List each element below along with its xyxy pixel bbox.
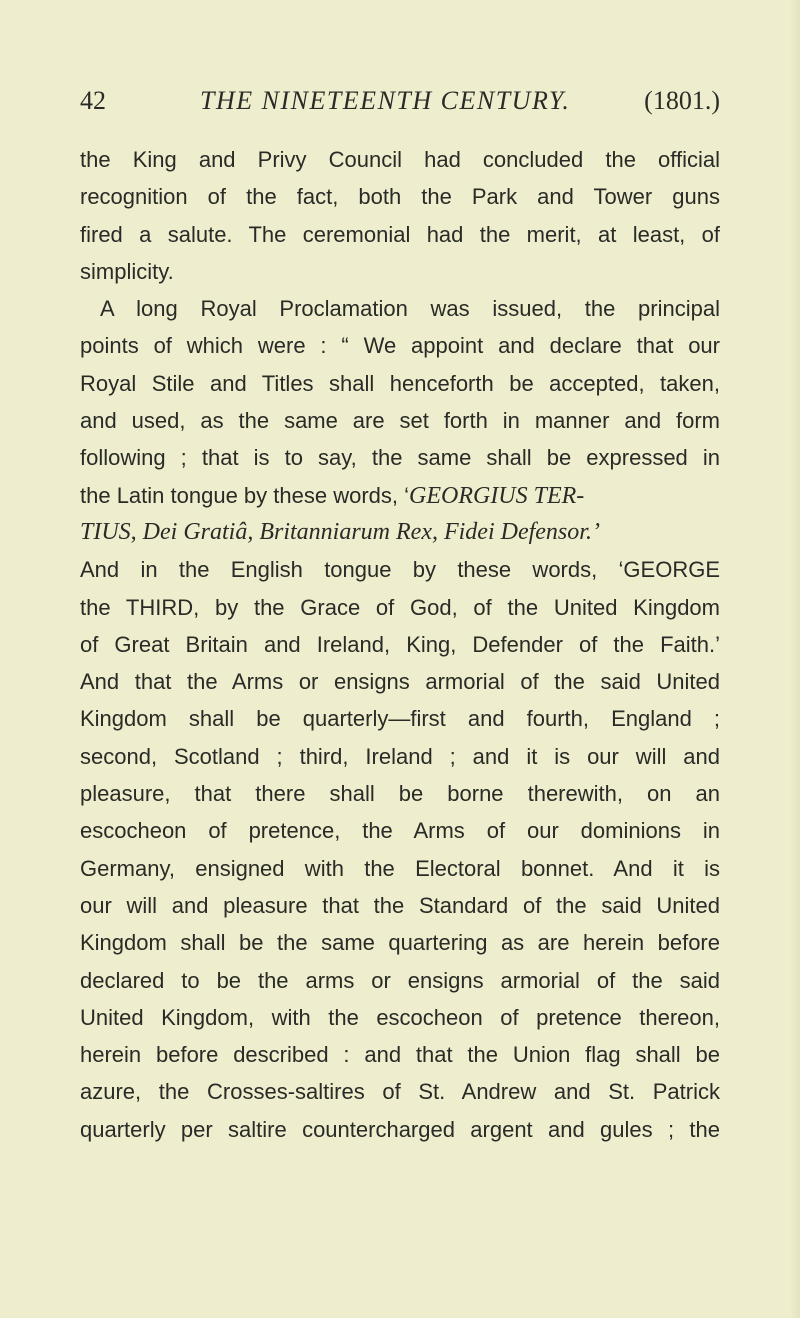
text-line: herein before described : and that the Union flag shall be (80, 1042, 720, 1068)
text-line: and used, as the same are set forth in manner and form (80, 408, 720, 434)
text-line: our will and pleasure that the Standard of the said United (80, 892, 720, 918)
header-year: (1801.) (644, 86, 720, 115)
text-line: following ; that is to say, the same shall be expressed in (80, 445, 720, 471)
text-line: declared to be the arms or ensigns armorial of the said (80, 967, 720, 993)
text-line: azure, the Crosses-saltires of St. Andrew and St. Patrick (80, 1079, 720, 1105)
text-line: escocheon of pretence, the Arms of our dominions in (80, 818, 720, 844)
page-number: 42 (80, 86, 106, 115)
text-line: the THIRD, by the Grace of God, of the United Kingdom (80, 594, 720, 620)
text-line: of Great Britain and Ireland, King, Defender of the Faith.’ (80, 631, 720, 657)
running-title: THE NINETEENTH CENTURY. (200, 86, 571, 115)
text-line: United Kingdom, with the escocheon of pretence thereon, (80, 1004, 720, 1030)
text-line: And in the English tongue by these words, ‘GEORGE (80, 557, 720, 583)
text-line: Kingdom shall be the same quartering as are herein before (80, 930, 720, 956)
running-header (80, 86, 720, 122)
text-line: the King and Privy Council had concluded the official (80, 147, 720, 172)
latin-title-line: TIUS, Dei Gratiâ, Britanniarum Rex, Fidei Defensor.’ (80, 518, 600, 545)
text-segment: the Latin tongue by these words, ‘ (80, 482, 409, 508)
text-line: And that the Arms or ensigns armorial of the said United (80, 669, 720, 695)
latin-title-segment: GEORGIUS TER- (409, 482, 585, 509)
page-edge-shadow (790, 0, 800, 1318)
text-line: Germany, ensigned with the Electoral bonnet. And it is (80, 855, 720, 881)
paragraph-first-line: A long Royal Proclamation was issued, the principal (100, 296, 720, 322)
text-line (80, 477, 720, 514)
text-line: second, Scotland ; third, Ireland ; and it is our will and (80, 743, 720, 769)
text-line: simplicity. (80, 258, 174, 284)
text-line: recognition of the fact, both the Park and Tower guns (80, 184, 720, 210)
text-line: pleasure, that there shall be borne therewith, on an (80, 781, 720, 807)
text-line: quarterly per saltire countercharged argent and gules ; the (80, 1116, 720, 1142)
text-line: Royal Stile and Titles shall henceforth be accepted, taken, (80, 370, 720, 396)
text-line: points of which were : “ We appoint and declare that our (80, 333, 720, 359)
text-line: fired a salute. The ceremonial had the merit, at least, of (80, 221, 720, 247)
body-text (80, 141, 720, 1148)
text-line: Kingdom shall be quarterly—first and fourth, England ; (80, 706, 720, 732)
